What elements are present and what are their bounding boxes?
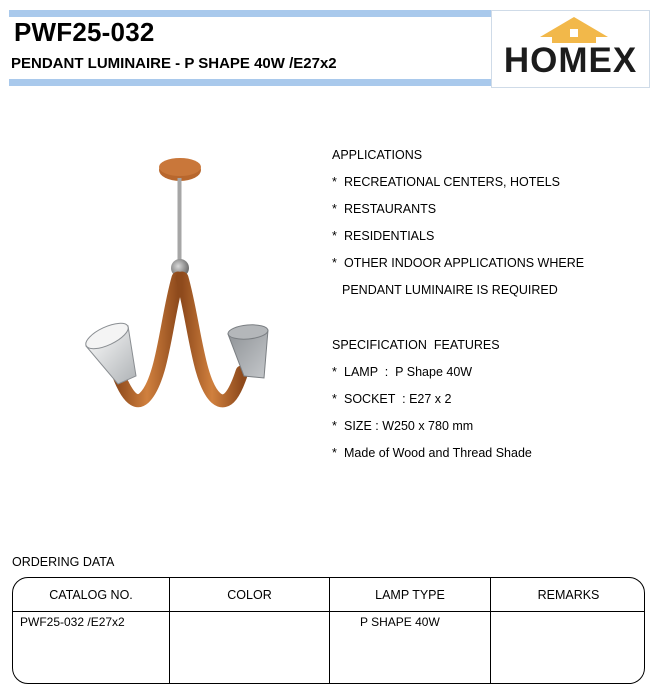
header-bottom-bar: [9, 79, 491, 86]
header-top-bar: [9, 10, 491, 17]
column-header-color: COLOR: [227, 588, 272, 602]
brand-logo: [491, 10, 650, 88]
cell-lamp-type: P SHAPE 40W: [360, 615, 440, 629]
application-item: * RECREATIONAL CENTERS, HOTELS: [332, 175, 561, 189]
specification-title: SPECIFICATION FEATURES: [332, 338, 500, 352]
spec-item: * Made of Wood and Thread Shade: [332, 446, 532, 460]
application-item-continuation: PENDANT LUMINAIRE IS REQUIRED: [342, 283, 558, 297]
application-item: * RESIDENTIALS: [332, 229, 435, 243]
column-header-remarks: REMARKS: [537, 588, 600, 602]
brand-logo-text: HOMEX: [503, 41, 638, 80]
column-header-lamp-type: LAMP TYPE: [375, 588, 445, 602]
cell-catalog-no: PWF25-032 /E27x2: [20, 615, 125, 629]
spec-item: * LAMP : P Shape 40W: [332, 365, 473, 379]
pendant-lamp-image: [78, 150, 310, 420]
spec-item: * SIZE : W250 x 780 mm: [332, 419, 474, 433]
ordering-data-title: ORDERING DATA: [12, 555, 115, 569]
product-code: PWF25-032: [14, 17, 155, 47]
product-name: PENDANT LUMINAIRE - P SHAPE 40W /E27x2: [11, 55, 337, 72]
column-header-catalog: CATALOG NO.: [49, 588, 133, 602]
application-item: * OTHER INDOOR APPLICATIONS WHERE: [332, 256, 585, 270]
spec-item: * SOCKET : E27 x 2: [332, 392, 452, 406]
applications-title: APPLICATIONS: [332, 148, 423, 162]
application-item: * RESTAURANTS: [332, 202, 437, 216]
ordering-table: [12, 577, 645, 684]
